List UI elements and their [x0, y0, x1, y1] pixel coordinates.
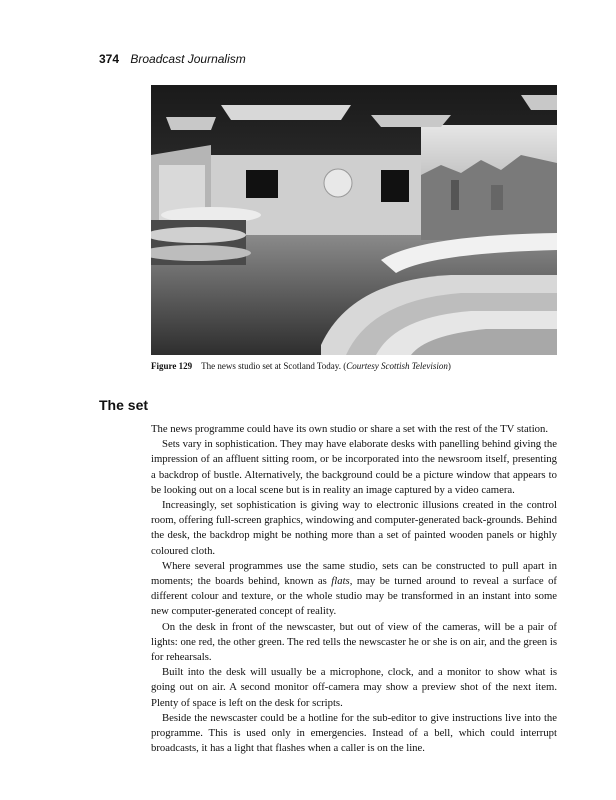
paragraph: On the desk in front of the newscaster, but out of view of the cameras, will be a pair of lights: one red, the other green. The red tells the newscaster he or she is on air, and the green is for rehearsals. — [151, 620, 557, 664]
figure-label: Figure 129 — [151, 361, 193, 371]
paragraph: Increasingly, set sophistication is giving way to electronic illusions created in the control room, offering full-screen graphics, windowing and computer-generated back-grounds. Behind the desk, the backdrop might be nothing more than a set of painted wooden panels or highly coloured cloth. — [151, 499, 557, 557]
caption-end: ) — [447, 361, 451, 371]
figure-caption — [151, 361, 451, 371]
studio-photo — [151, 85, 557, 355]
caption-text: The news studio set at Scotland Today. ( — [201, 361, 347, 371]
section-heading: The set — [99, 397, 149, 413]
paragraph-text: Where several programmes use the same studio, sets can be constructed to pull apart in moments; the boards behind, known as — [151, 559, 557, 588]
page-number: 374 — [99, 52, 120, 66]
paragraph: Beside the newscaster could be a hotline for the sub-editor to give instructions live into the programme. This is used only in emergencies. Instead of a bell, which could interrupt broadcasts, it has a light that flashes when a caller is on the line. — [151, 711, 557, 755]
body-text — [151, 422, 557, 756]
running-header — [99, 52, 246, 66]
book-title: Broadcast Journalism — [130, 52, 246, 66]
paragraph: The news programme could have its own studio or share a set with the rest of the TV station. — [151, 423, 549, 435]
paragraph-text: , may be turned around to reveal a surface of different colour and texture, or the whole studio may be transformed in an instant into some new computer-generated concept of reality. — [151, 575, 557, 618]
paragraph — [151, 559, 557, 620]
paragraph: Sets vary in sophistication. They may have elaborate desks with panelling behind giving the impression of an affluent sitting room, or be incorporated into the newsroom itself, presenting a backdrop of bustle. Alternatively, the background could be a picture window that appears to be looking out on a local scene but is in reality an image captured by a video camera. — [151, 438, 557, 496]
caption-credit: Courtesy Scottish Television — [346, 361, 448, 371]
paragraph: Built into the desk will usually be a microphone, clock, and a monitor to show what is going out on air. A second monitor off-camera may show a preview shot of the next item. Plenty of space is left on the desk for scripts. — [151, 666, 557, 709]
emphasis-flats: flats — [331, 575, 350, 588]
